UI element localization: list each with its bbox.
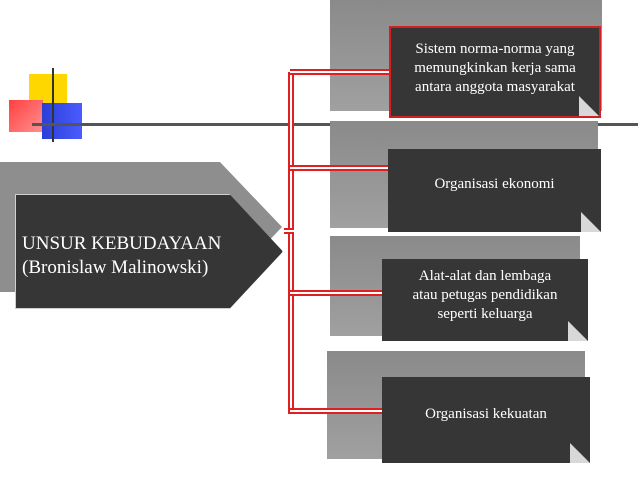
main-label-line-2: (Bronislaw Malinowski) — [22, 257, 209, 278]
page-fold-icon — [579, 96, 599, 116]
item-box-2 — [388, 149, 601, 232]
item-4-line-1: Organisasi kekuatan — [425, 405, 547, 422]
item-1-line-3: antara anggota masyarakat — [415, 78, 575, 95]
item-3-line-1: Alat-alat dan lembaga — [418, 267, 552, 284]
page-fold-icon — [568, 321, 588, 341]
item-box-1 — [389, 26, 601, 118]
logo-vertical-line — [52, 68, 54, 142]
connector-to-item-2 — [290, 165, 390, 171]
item-1-line-2: memungkinkan kerja sama — [414, 59, 576, 76]
logo-red-square — [9, 100, 43, 132]
connector-trunk — [288, 72, 294, 414]
item-3-line-3: seperti keluarga — [437, 305, 533, 322]
page-fold-icon — [570, 443, 590, 463]
item-box-4 — [382, 377, 590, 463]
page-fold-icon — [581, 212, 601, 232]
connector-to-item-1 — [290, 69, 392, 75]
item-box-3 — [382, 259, 588, 341]
connector-to-item-3 — [290, 290, 384, 296]
item-3-line-2: atau petugas pendidikan — [412, 286, 558, 303]
item-2-line-1: Organisasi ekonomi — [434, 176, 555, 192]
connector-to-item-4 — [290, 408, 384, 414]
main-label — [22, 232, 221, 280]
connector-from-main — [284, 228, 294, 234]
item-1-line-1: Sistem norma-norma yang — [415, 40, 575, 57]
main-label-line-1: UNSUR KEBUDAYAAN — [22, 233, 222, 254]
logo-blue-square — [42, 103, 82, 139]
